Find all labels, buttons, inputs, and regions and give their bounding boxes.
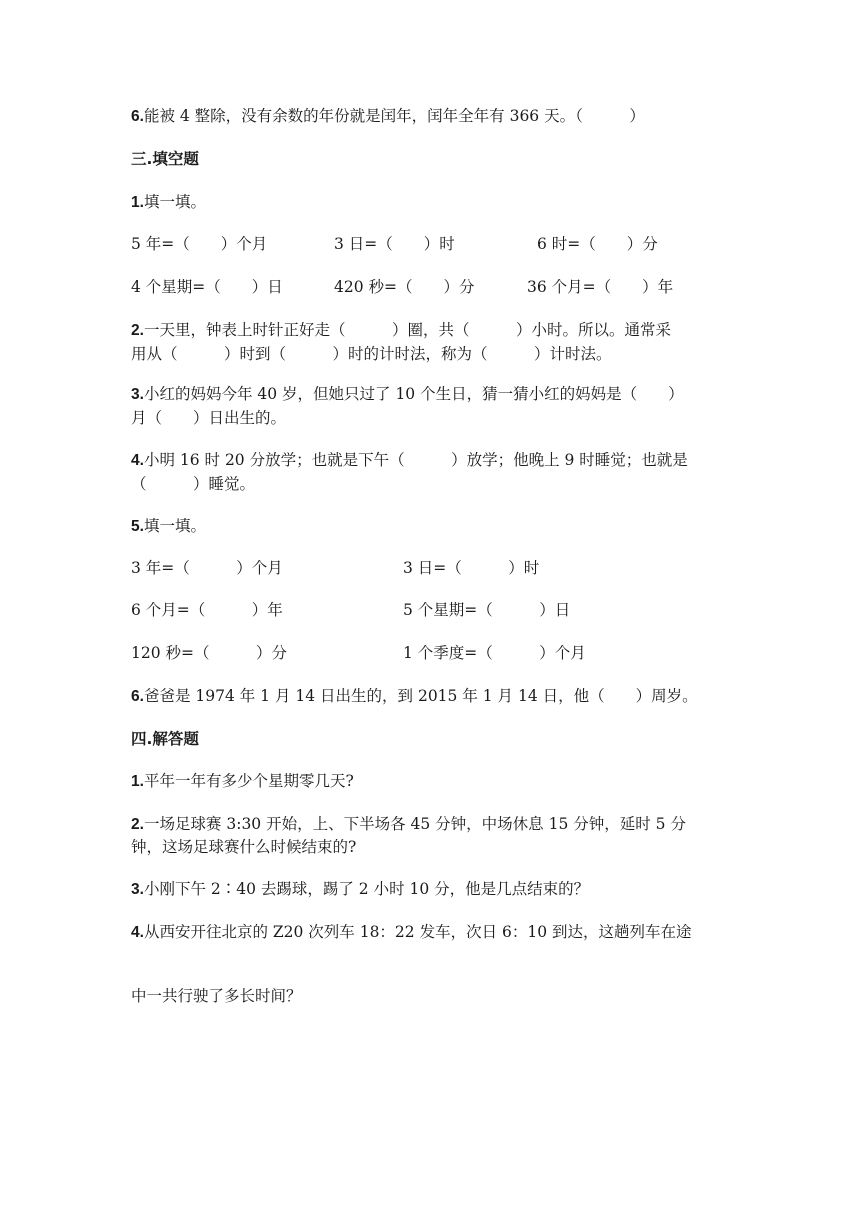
s3-q1-row1-item2: 3 日=（ ）时	[334, 235, 455, 253]
section-3-heading: 三.填空题	[131, 150, 199, 168]
question-number: 1.	[131, 773, 144, 790]
question-text-line-1: 一天里，钟表上时针正好走（ ）圈，共（ ）小时。所以。通常采	[143, 321, 671, 339]
question-number: 4.	[131, 452, 144, 469]
question-6-true-false	[131, 106, 645, 127]
s3-q1-row1-item3: 6 时=（ ）分	[537, 235, 658, 253]
s3-q5-row2-item2: 5 个星期=（ ）日	[403, 601, 571, 619]
s3-question-5	[131, 516, 206, 537]
question-text-line-1: 从西安开往北京的 Z20 次列车 18：22 发车，次日 6：10 到达，这趟列车在途	[143, 923, 692, 941]
question-number: 3.	[131, 386, 144, 403]
s3-q5-row3-item1: 120 秒=（ ）分	[131, 644, 287, 662]
section-4-heading: 四.解答题	[131, 730, 199, 748]
s4-question-2	[131, 814, 686, 835]
question-text: 爸爸是 1974 年 1 月 14 日出生的，到 2015 年 1 月 14 日，他（ ）周岁。	[143, 687, 698, 705]
question-text: 能被 4 整除，没有余数的年份就是闰年，闰年全年有 366 天。（ ）	[143, 107, 645, 125]
s3-question-4	[131, 450, 688, 471]
question-text-line-1: 小红的妈妈今年 40 岁，但她只过了 10 个生日，猜一猜小红的妈妈是（ ）	[143, 385, 684, 403]
s4-question-1	[131, 771, 354, 792]
s3-question-1	[131, 192, 206, 213]
question-number: 4.	[131, 924, 144, 941]
s3-q5-row1-item1: 3 年=（ ）个月	[131, 559, 283, 577]
s3-q1-row2-item3: 36 个月=（ ）年	[527, 278, 674, 296]
s4-question-4-line-2: 中一共行驶了多长时间？	[131, 987, 302, 1005]
s3-q1-row2-item2: 420 秒=（ ）分	[334, 278, 475, 296]
s3-question-2-line-2: 用从（ ）时到（ ）时的计时法，称为（ ）计时法。	[131, 345, 612, 363]
question-number: 6.	[131, 688, 144, 705]
s4-question-2-line-2: 钟，这场足球赛什么时候结束的?	[131, 838, 357, 856]
s4-question-4	[131, 922, 692, 943]
question-text: 小刚下午 2∶40 去踢球，踢了 2 小时 10 分，他是几点结束的？	[143, 880, 590, 898]
s3-question-6	[131, 686, 698, 707]
s3-q5-row3-item2: 1 个季度=（ ）个月	[403, 644, 586, 662]
question-number: 2.	[131, 322, 144, 339]
s3-question-3	[131, 384, 684, 405]
question-number: 2.	[131, 816, 144, 833]
question-number: 5.	[131, 518, 144, 535]
s4-question-3	[131, 879, 589, 900]
question-number: 6.	[131, 108, 144, 125]
s3-question-4-line-2: （ ）睡觉。	[131, 475, 256, 493]
s3-q1-row2-item1: 4 个星期=（ ）日	[131, 278, 283, 296]
s3-q1-row1-item1: 5 年=（ ）个月	[131, 235, 268, 253]
question-text: 填一填。	[143, 193, 206, 211]
question-text: 平年一年有多少个星期零几天?	[143, 772, 354, 790]
question-number: 1.	[131, 194, 144, 211]
question-text: 填一填。	[143, 517, 206, 535]
question-text-line-1: 一场足球赛 3:30 开始，上、下半场各 45 分钟，中场休息 15 分钟，延时 5 分	[143, 815, 686, 833]
question-text-line-1: 小明 16 时 20 分放学；也就是下午（ ）放学；他晚上 9 时睡觉；也就是	[143, 451, 688, 469]
s3-q5-row1-item2: 3 日=（ ）时	[403, 559, 540, 577]
s3-question-3-line-2: 月（ ）日出生的。	[131, 409, 287, 427]
question-number: 3.	[131, 881, 144, 898]
s3-question-2	[131, 320, 671, 341]
s3-q5-row2-item1: 6 个月=（ ）年	[131, 601, 283, 619]
